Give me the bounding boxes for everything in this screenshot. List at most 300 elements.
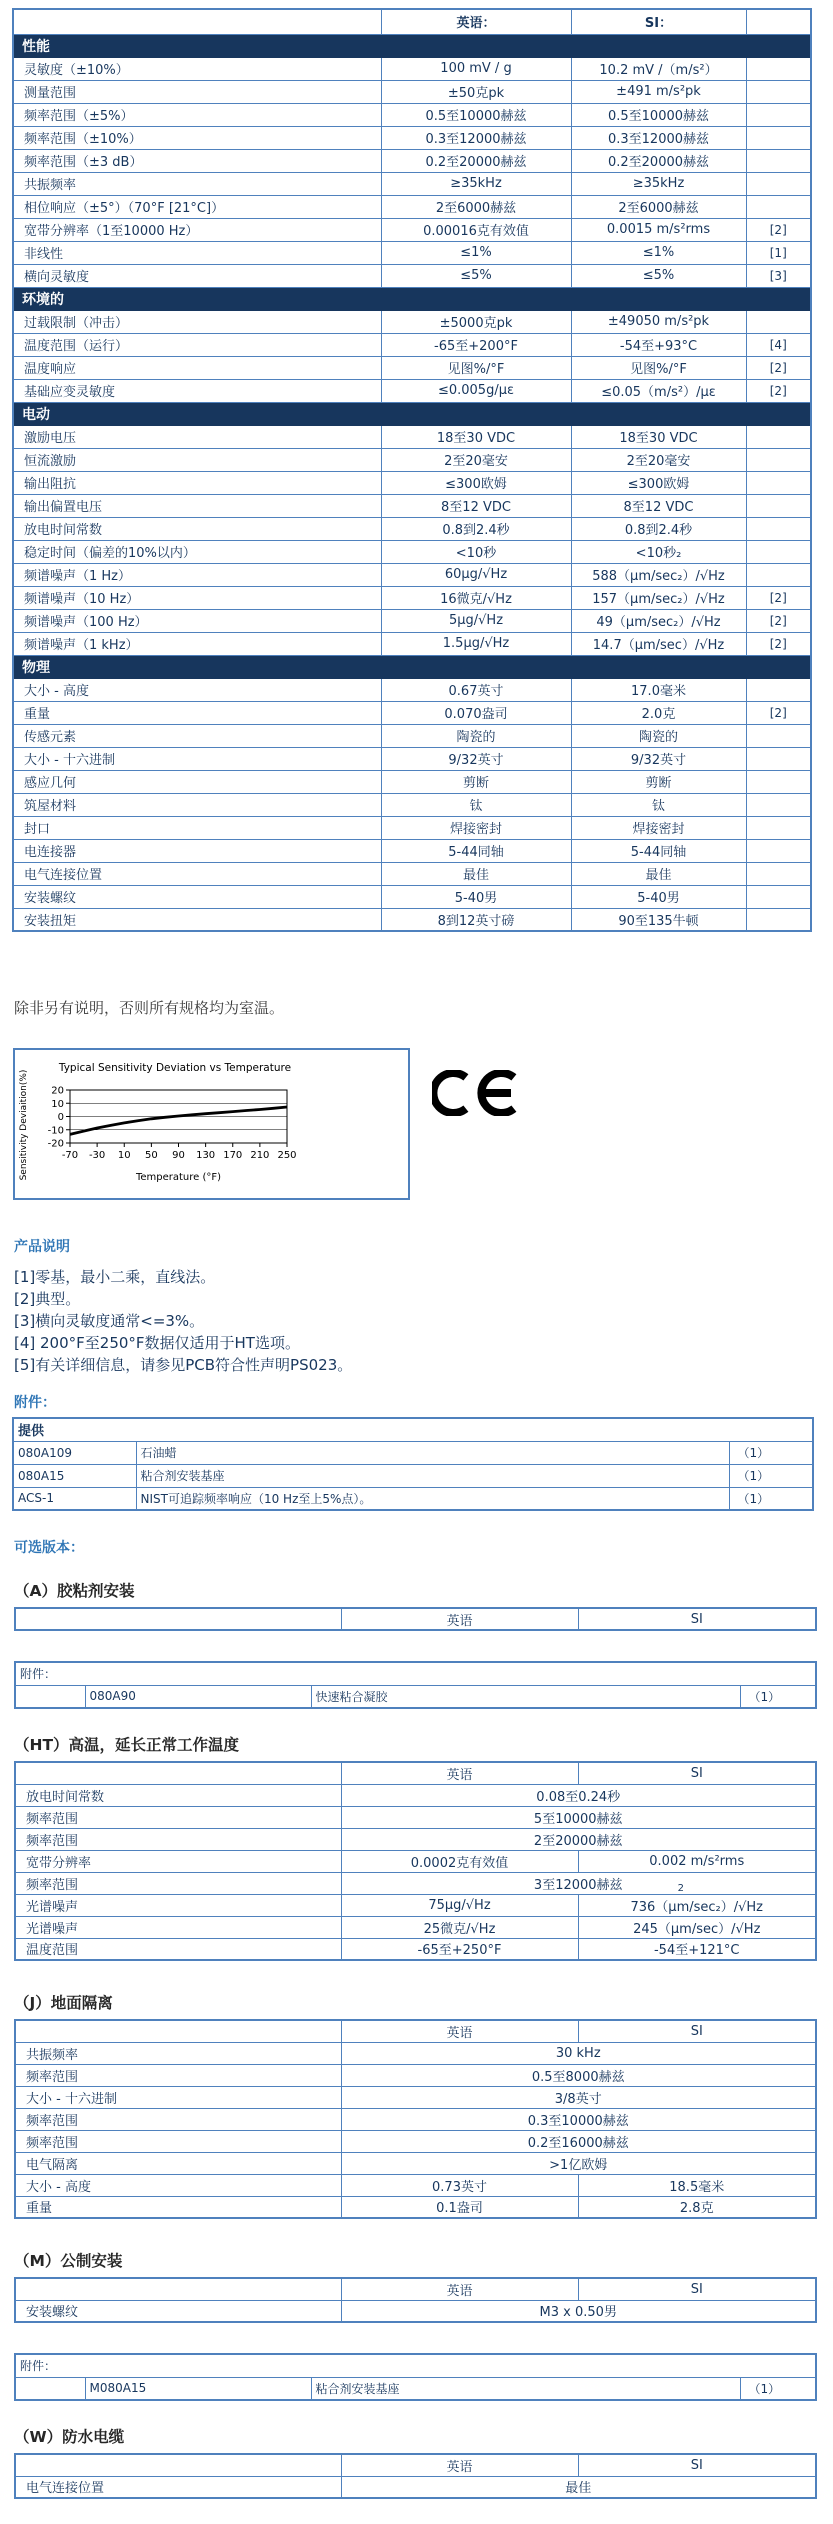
sensitivity-temperature-chart [15,1050,408,1198]
spec-row [13,172,811,195]
spec-english-value-cell: ≤0.005g/με [381,379,571,402]
option-spec-row [15,1850,816,1872]
option-spec-row [15,1872,816,1894]
spec-row [13,770,811,793]
spec-footnote-cell [746,793,811,816]
spec-row [13,379,811,402]
option-label-cell: 频率范围 [15,2130,341,2152]
spec-footnote-cell: [2] [746,701,811,724]
attachment-empty-cell [15,2377,85,2400]
option-spec-row [15,1916,816,1938]
spec-row [13,448,811,471]
spec-si-value-cell: 焊接密封 [571,816,746,839]
spec-si-value-cell: 最佳 [571,862,746,885]
spec-label-cell: 稳定时间（偏差的10%以内） [13,540,381,563]
product-notes-heading: 产品说明 [14,1239,70,1255]
option-span-value-cell: 5至10000赫兹 [341,1806,816,1828]
accessories-supplied-header: 提供 [13,1418,813,1441]
option-m-title: （M）公制安装 [14,2252,123,2270]
option-span-value-cell: 0.5至8000赫兹 [341,2064,816,2086]
option-label-cell: 频率范围 [15,1872,341,1894]
option-span-value-cell: M3 x 0.50男 [341,2300,816,2322]
option-j-header-row [15,2020,816,2042]
accessory-row [13,1464,813,1487]
svg-text:-20: -20 [47,1138,64,1150]
spec-row [13,103,811,126]
spec-si-value-cell: 157（μm/sec₂）/√Hz [571,586,746,609]
section-title: 环境的 [13,287,811,310]
option-label-cell: 宽带分辨率 [15,1850,341,1872]
svg-text:-30: -30 [88,1150,106,1161]
spec-label-cell: 灵敏度（±10%） [13,57,381,80]
spec-label-cell: 非线性 [13,241,381,264]
svg-text:210: 210 [250,1150,270,1161]
svg-text:Typical Sensitivity Deviation: Typical Sensitivity Deviation vs Temperature [58,1062,292,1074]
spec-row [13,724,811,747]
spec-si-value-cell: 49（μm/sec₂）/√Hz [571,609,746,632]
option-span-value-cell: 0.3至10000赫兹 [341,2108,816,2130]
spec-footnote-cell [746,126,811,149]
option-m-attachments-header-row [15,2354,816,2377]
accessory-description: 粘合剂安装基座 [136,1464,729,1487]
spec-english-value-cell: ≤300欧姆 [381,471,571,494]
spec-english-value-cell: 2至6000赫兹 [381,195,571,218]
option-w-si-header: SI [578,2454,816,2476]
option-label-cell: 放电时间常数 [15,1784,341,1806]
spec-row [13,80,811,103]
spec-row [13,218,811,241]
spec-si-value-cell: 0.2至20000赫兹 [571,149,746,172]
attachment-row [15,2377,816,2400]
svg-text:Sensitivity Deviaition(%): Sensitivity Deviaition(%) [19,1069,29,1181]
spec-label-cell: 基础应变灵敏度 [13,379,381,402]
spec-si-value-cell: ≤1% [571,241,746,264]
option-label-cell: 温度范围 [15,1938,341,1960]
option-span-value-cell: >1亿欧姆 [341,2152,816,2174]
spec-si-value-cell: ≤5% [571,264,746,287]
spec-label-cell: 宽带分辨率（1至10000 Hz） [13,218,381,241]
spec-row [13,747,811,770]
spec-label-cell: 重量 [13,701,381,724]
product-note-line: [4] 200°F至250°F数据仅适用于HT选项。 [14,1334,300,1352]
option-si-value-cell: 0.002 m/s²rms [578,1850,816,1872]
spec-english-value-cell: 8到12英寸磅 [381,908,571,931]
spec-row [13,586,811,609]
option-a-si-header: SI [578,1608,816,1630]
spec-label-cell: 大小 - 十六进制 [13,747,381,770]
svg-text:Temperature (°F): Temperature (°F) [135,1172,222,1183]
spec-label-cell: 封口 [13,816,381,839]
spec-label-cell: 安装螺纹 [13,885,381,908]
spec-label-cell: 频谱噪声（100 Hz） [13,609,381,632]
option-si-value-cell: -54至+121°C [578,1938,816,1960]
room-temp-note: 除非另有说明，否则所有规格均为室温。 [14,999,285,1017]
attachment-qty: （1） [740,1685,816,1708]
spec-row [13,195,811,218]
spec-english-value-cell: 焊接密封 [381,816,571,839]
product-note-line: [3]横向灵敏度通常<=3%。 [14,1312,205,1330]
spec-si-value-cell: ≤300欧姆 [571,471,746,494]
attachment-model: 080A90 [85,1685,311,1708]
spec-row [13,57,811,80]
spec-label-cell: 安装扭矩 [13,908,381,931]
section-header-row [13,655,811,678]
spec-si-value-cell: 0.8到2.4秒 [571,517,746,540]
product-note-line: [2]典型。 [14,1290,81,1308]
spec-label-cell: 传感元素 [13,724,381,747]
spec-footnote-cell [746,540,811,563]
spec-si-value-cell: 8至12 VDC [571,494,746,517]
product-notes-list [14,1266,833,1376]
spec-label-cell: 频谱噪声（10 Hz） [13,586,381,609]
spec-si-value-cell: 2至20毫安 [571,448,746,471]
attachment-model: M080A15 [85,2377,311,2400]
col-english-header: 英语： [381,9,571,34]
optional-versions-heading: 可选版本： [14,1540,84,1556]
spec-row [13,310,811,333]
option-w-header-row [15,2454,816,2476]
option-english-value-cell: 0.73英寸 [341,2174,578,2196]
option-spec-row [15,2196,816,2218]
option-span-value-cell: 3/8英寸 [341,2086,816,2108]
option-m-table [14,2277,817,2323]
spec-footnote-cell [746,678,811,701]
spec-row [13,494,811,517]
main-spec-table [12,8,812,932]
option-spec-row [15,2300,816,2322]
spec-header-row [13,9,811,34]
svg-text:50: 50 [145,1150,158,1161]
svg-text:10: 10 [51,1098,64,1110]
accessory-qty: （1） [729,1464,813,1487]
spec-si-value-cell: 0.3至12000赫兹 [571,126,746,149]
option-label-cell: 电气连接位置 [15,2476,341,2498]
option-w-title: （W）防水电缆 [14,2428,125,2446]
option-label-cell: 光谱噪声 [15,1894,341,1916]
spec-row [13,908,811,931]
option-m-attachments-label: 附件： [15,2354,816,2377]
option-a-attachments-label: 附件： [15,1662,816,1685]
svg-text:10: 10 [117,1150,131,1161]
option-spec-row [15,2086,816,2108]
spec-si-value-cell: 18至30 VDC [571,425,746,448]
option-ht-english-header: 英语 [341,1762,578,1784]
spec-si-value-cell: 17.0毫米 [571,678,746,701]
accessory-qty: （1） [729,1441,813,1464]
section-title: 电动 [13,402,811,425]
spec-english-value-cell: 5μg/√Hz [381,609,571,632]
svg-text:90: 90 [172,1150,185,1161]
spec-footnote-cell [746,724,811,747]
option-spec-row [15,1828,816,1850]
spec-si-value-cell: 见图%/°F [571,356,746,379]
spec-si-value-cell: 9/32英寸 [571,747,746,770]
spec-english-value-cell: 陶瓷的 [381,724,571,747]
option-a-attachments-table [14,1661,817,1709]
option-spec-row [15,1784,816,1806]
spec-footnote-cell: [3] [746,264,811,287]
option-w-english-header: 英语 [341,2454,578,2476]
svg-text:-70: -70 [61,1150,79,1161]
spec-header-empty-cell [13,9,381,34]
option-label-cell: 电气隔离 [15,2152,341,2174]
option-span-value-cell: 0.08至0.24秒 [341,1784,816,1806]
spec-row [13,471,811,494]
section-title: 性能 [13,34,811,57]
spec-si-value-cell: 5-44同轴 [571,839,746,862]
spec-english-value-cell: 100 mV / g [381,57,571,80]
spec-footnote-cell [746,839,811,862]
spec-english-value-cell: 0.5至10000赫兹 [381,103,571,126]
accessory-qty: （1） [729,1487,813,1510]
spec-si-value-cell: 14.7（μm/sec）/√Hz [571,632,746,655]
option-spec-row [15,2174,816,2196]
accessory-row [13,1487,813,1510]
option-span-value-cell: 0.2至16000赫兹 [341,2130,816,2152]
spec-english-value-cell: ≤1% [381,241,571,264]
spec-label-cell: 激励电压 [13,425,381,448]
spec-footnote-cell [746,494,811,517]
svg-text:130: 130 [196,1150,216,1161]
spec-label-cell: 输出偏置电压 [13,494,381,517]
accessories-table [12,1417,814,1511]
accessories-heading: 附件： [14,1395,56,1411]
option-span-value-cell: 2至20000赫兹 [341,1828,816,1850]
spec-si-value-cell: <10秒₂ [571,540,746,563]
spec-footnote-cell [746,885,811,908]
option-a-header-row [15,1608,816,1630]
spec-footnote-cell [746,195,811,218]
spec-english-value-cell: 0.2至20000赫兹 [381,149,571,172]
spec-row [13,517,811,540]
option-ht-title: （HT）高温，延长正常工作温度 [14,1736,240,1754]
spec-si-value-cell: -54至+93°C [571,333,746,356]
spec-label-cell: 测量范围 [13,80,381,103]
spec-label-cell: 频率范围（±10%） [13,126,381,149]
accessory-model: 080A109 [13,1441,136,1464]
spec-row [13,563,811,586]
option-spec-row [15,1806,816,1828]
spec-label-cell: 频率范围（±3 dB） [13,149,381,172]
svg-text:-10: -10 [47,1125,64,1137]
spec-label-cell: 温度范围（运行） [13,333,381,356]
spec-english-value-cell: 5-44同轴 [381,839,571,862]
option-label-cell: 频率范围 [15,1806,341,1828]
option-label-cell: 共振频率 [15,2042,341,2064]
spec-english-value-cell: 16微克/√Hz [381,586,571,609]
spec-english-value-cell: 最佳 [381,862,571,885]
spec-si-value-cell: 剪断 [571,770,746,793]
spec-si-value-cell: ±491 m/s²pk [571,80,746,103]
spec-english-value-cell: 0.3至12000赫兹 [381,126,571,149]
option-spec-row [15,1938,816,1960]
option-ht-si-header: SI [578,1762,816,1784]
spec-row [13,678,811,701]
accessories-supplied-header-row [13,1418,813,1441]
spec-footnote-cell [746,149,811,172]
option-m-english-header: 英语 [341,2278,578,2300]
option-spec-row [15,2064,816,2086]
spec-english-value-cell: 2至20毫安 [381,448,571,471]
option-spec-row [15,2476,816,2498]
spec-english-value-cell: 60μg/√Hz [381,563,571,586]
spec-footnote-cell: [4] [746,333,811,356]
spec-footnote-cell: [2] [746,586,811,609]
spec-english-value-cell: 0.67英寸 [381,678,571,701]
spec-row [13,425,811,448]
option-si-value-cell: 18.5毫米 [578,2174,816,2196]
attachment-description: 快速粘合凝胶 [311,1685,740,1708]
section-title: 物理 [13,655,811,678]
spec-row [13,540,811,563]
spec-label-cell: 频谱噪声（1 Hz） [13,563,381,586]
spec-footnote-cell [746,448,811,471]
option-label-cell: 频率范围 [15,1828,341,1850]
spec-english-value-cell: 见图%/°F [381,356,571,379]
spec-si-value-cell: 陶瓷的 [571,724,746,747]
stray-subscript: 2 [677,1882,685,1894]
spec-english-value-cell: -65至+200°F [381,333,571,356]
spec-label-cell: 频率范围（±5%） [13,103,381,126]
spec-english-value-cell: 1.5μg/√Hz [381,632,571,655]
option-w-table [14,2453,817,2499]
spec-footnote-cell [746,80,811,103]
spec-si-value-cell: 90至135牛顿 [571,908,746,931]
section-header-row [13,34,811,57]
spec-footnote-cell [746,103,811,126]
col-si-header: SI： [571,9,746,34]
spec-si-value-cell: 2.0克 [571,701,746,724]
option-english-value-cell: 75μg/√Hz [341,1894,578,1916]
option-english-value-cell: -65至+250°F [341,1938,578,1960]
section-header-row [13,287,811,310]
option-spec-row [15,2152,816,2174]
option-label-cell: 光谱噪声 [15,1916,341,1938]
option-label-cell: 大小 - 十六进制 [15,2086,341,2108]
attachment-qty: （1） [740,2377,816,2400]
spec-row [13,126,811,149]
spec-si-value-cell: ±49050 m/s²pk [571,310,746,333]
option-spec-row [15,2130,816,2152]
spec-footnote-cell: [1] [746,241,811,264]
spec-footnote-cell: [2] [746,356,811,379]
spec-label-cell: 共振频率 [13,172,381,195]
spec-si-value-cell: 0.5至10000赫兹 [571,103,746,126]
option-ht-header-row [15,1762,816,1784]
option-j-table [14,2019,817,2219]
spec-si-value-cell: 588（μm/sec₂）/√Hz [571,563,746,586]
spec-english-value-cell: ≥35kHz [381,172,571,195]
option-label-cell: 重量 [15,2196,341,2218]
spec-header-note-cell [746,9,811,34]
spec-footnote-cell [746,517,811,540]
spec-english-value-cell: 剪断 [381,770,571,793]
option-si-value-cell: 245（μm/sec）/√Hz [578,1916,816,1938]
option-ht-table [14,1761,817,1961]
spec-label-cell: 过载限制（冲击） [13,310,381,333]
product-note-line: [5]有关详细信息，请参见PCB符合性声明PS023。 [14,1356,353,1374]
spec-english-value-cell: 9/32英寸 [381,747,571,770]
spec-english-value-cell: ≤5% [381,264,571,287]
accessory-model: 080A15 [13,1464,136,1487]
option-a-english-header: 英语 [341,1608,578,1630]
spec-row [13,264,811,287]
spec-label-cell: 频谱噪声（1 kHz） [13,632,381,655]
spec-footnote-cell: [2] [746,379,811,402]
spec-row [13,149,811,172]
spec-footnote-cell [746,770,811,793]
option-m-header-row [15,2278,816,2300]
option-j-english-header: 英语 [341,2020,578,2042]
accessory-row [13,1441,813,1464]
svg-text:0: 0 [57,1112,64,1123]
spec-english-value-cell: 0.00016克有效值 [381,218,571,241]
option-english-value-cell: 25微克/√Hz [341,1916,578,1938]
spec-row [13,816,811,839]
spec-label-cell: 筑屋材料 [13,793,381,816]
spec-si-value-cell: ≤0.05（m/s²）/με [571,379,746,402]
spec-english-value-cell: 钛 [381,793,571,816]
spec-si-value-cell: 0.0015 m/s²rms [571,218,746,241]
spec-english-value-cell: 0.070盎司 [381,701,571,724]
spec-label-cell: 放电时间常数 [13,517,381,540]
spec-english-value-cell: ±5000克pk [381,310,571,333]
spec-label-cell: 温度响应 [13,356,381,379]
spec-footnote-cell: [2] [746,632,811,655]
spec-english-value-cell: 8至12 VDC [381,494,571,517]
option-m-attachments-table [14,2353,817,2401]
option-spec-row [15,1894,816,1916]
option-spec-row [15,2108,816,2130]
spec-footnote-cell [746,563,811,586]
option-english-value-cell: 0.0002克有效值 [341,1850,578,1872]
spec-label-cell: 大小 - 高度 [13,678,381,701]
spec-english-value-cell: 18至30 VDC [381,425,571,448]
spec-footnote-cell [746,172,811,195]
spec-label-cell: 相位响应（±5°）（70°F [21°C]） [13,195,381,218]
accessory-description: NIST可追踪频率响应（10 Hz至上5%点）。 [136,1487,729,1510]
spec-english-value-cell: ±50克pk [381,80,571,103]
option-m-si-header: SI [578,2278,816,2300]
option-span-value-cell: 30 kHz [341,2042,816,2064]
spec-row [13,241,811,264]
spec-footnote-cell [746,310,811,333]
spec-footnote-cell [746,862,811,885]
spec-row [13,632,811,655]
option-label-cell: 安装螺纹 [15,2300,341,2322]
product-note-line: [1]零基，最小二乘，直线法。 [14,1268,216,1286]
spec-label-cell: 电连接器 [13,839,381,862]
spec-si-value-cell: 钛 [571,793,746,816]
spec-label-cell: 输出阻抗 [13,471,381,494]
spec-si-value-cell: 2至6000赫兹 [571,195,746,218]
option-label-cell: 频率范围 [15,2064,341,2086]
svg-text:20: 20 [51,1085,64,1097]
attachment-empty-cell [15,1685,85,1708]
svg-text:250: 250 [277,1150,297,1161]
spec-footnote-cell [746,471,811,494]
option-j-title: （J）地面隔离 [14,1994,113,2012]
spec-footnote-cell: [2] [746,218,811,241]
spec-label-cell: 感应几何 [13,770,381,793]
spec-english-value-cell: 5-40男 [381,885,571,908]
accessory-model: ACS-1 [13,1487,136,1510]
spec-english-value-cell: 0.8到2.4秒 [381,517,571,540]
spec-label-cell: 横向灵敏度 [13,264,381,287]
option-a-attachments-header-row [15,1662,816,1685]
spec-row [13,609,811,632]
option-a-table [14,1607,817,1631]
